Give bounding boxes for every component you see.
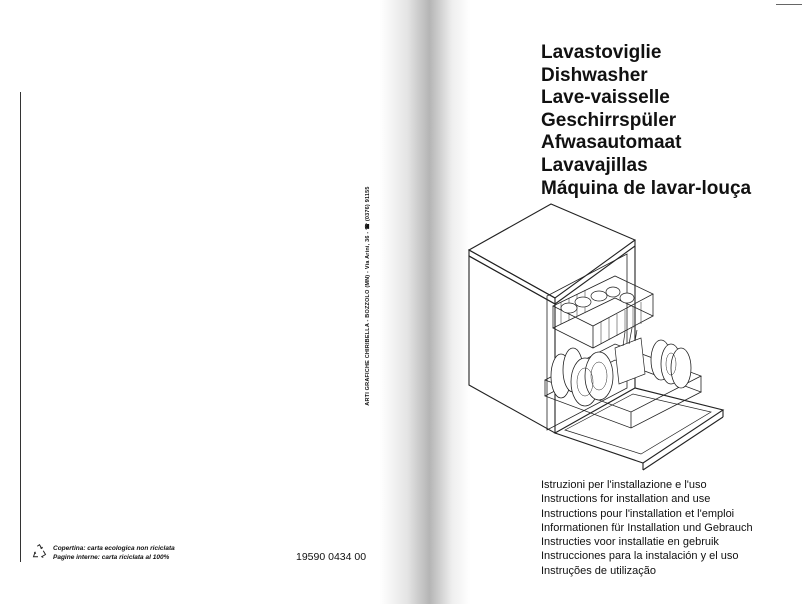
page-fold-shadow bbox=[380, 0, 470, 604]
title-french: Lave-vaisselle bbox=[541, 87, 670, 109]
instruction-italian: Istruzioni per l'installazione e l'uso bbox=[541, 479, 707, 491]
instruction-german: Informationen für Installation und Gebrauch bbox=[541, 521, 753, 534]
title-german: Geschirrspüler bbox=[541, 109, 677, 131]
title-block bbox=[541, 42, 801, 200]
printer-imprint-text: ARTI GRAFICHE CHIRIBELLA - BOZZOLO (MN) - Via Arini, 36 - ☎ (0376) 91155 bbox=[365, 186, 371, 406]
title-dutch: Afwasautomaat bbox=[541, 132, 682, 154]
title-italian: Lavastoviglie bbox=[541, 42, 662, 63]
instruction-french: Instructions pour l'installation et l'emploi bbox=[541, 507, 735, 520]
instruction-dutch: Instructies voor installatie en gebruik bbox=[541, 536, 719, 549]
recycle-note bbox=[53, 545, 175, 562]
recycle-icon bbox=[32, 544, 47, 559]
title-portuguese: Máquina de lavar-louça bbox=[541, 177, 752, 199]
document-code: 19590 0434 00 bbox=[296, 551, 367, 563]
instructions-block bbox=[541, 478, 803, 578]
recycle-note-cover: Copertina: carta ecologica non riciclata bbox=[53, 545, 175, 552]
dishwasher-illustration bbox=[465, 198, 725, 473]
instruction-english: Instructions for installation and use bbox=[541, 493, 711, 506]
title-spanish: Lavavajillas bbox=[541, 154, 648, 176]
corner-mark bbox=[776, 4, 802, 5]
title-english: Dishwasher bbox=[541, 64, 648, 86]
page-edge-line bbox=[20, 92, 21, 562]
instruction-portuguese: Instruções de utilização bbox=[541, 564, 656, 577]
instruction-spanish: Instrucciones para la instalación y el uso bbox=[541, 550, 739, 563]
recycle-note-pages: Pagine interne: carta riciclata al 100% bbox=[53, 553, 170, 561]
